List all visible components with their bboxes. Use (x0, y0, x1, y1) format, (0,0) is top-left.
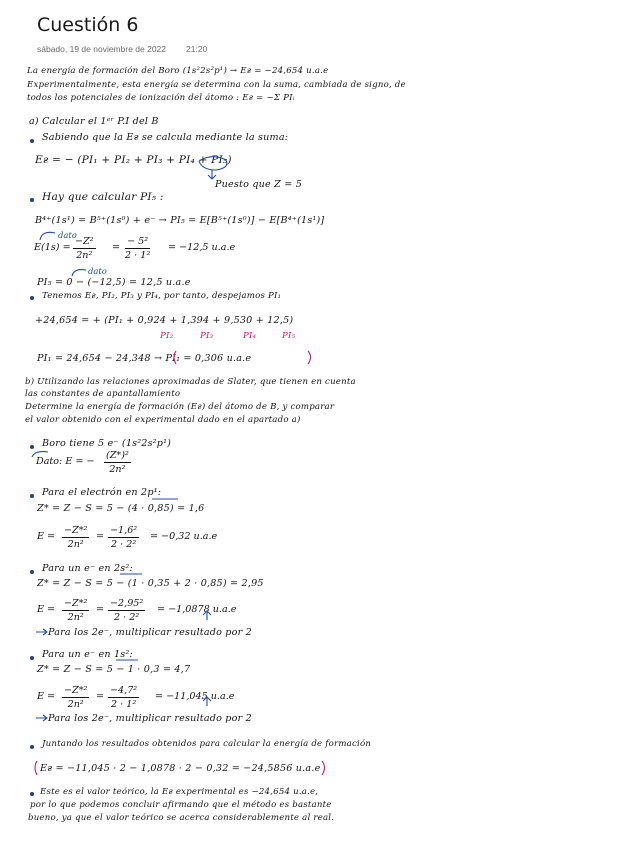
ef-bracket-mark (322, 761, 325, 775)
pi1-bracket-mark (308, 351, 311, 364)
energy-result: = −12,5 u.a.e (168, 242, 236, 253)
fraction-numerator: − 5² (127, 236, 149, 247)
pi2-label: PI₂ (160, 331, 174, 341)
part-b-heading-4: el valor obtenido con el experimental dado en el apartado a) (25, 415, 301, 425)
fraction-numerator: −Z*² (64, 525, 88, 536)
case-2p-e-lhs: E = (37, 531, 56, 542)
fraction-denominator: 2n² (67, 699, 84, 710)
equals-sign: = (96, 531, 105, 542)
pi1-result: PI₁ = 0,306 u.a.e (165, 353, 252, 364)
fraction-denominator: 2 · 2² (114, 612, 140, 623)
equals-sign: = (96, 691, 105, 702)
conclusion-line-2: por lo que podemos concluir afirmando que el método es bastante (30, 800, 332, 810)
pi5-calc: PI₅ = 0 − (−12,5) = 12,5 u.a.e (37, 277, 191, 288)
case-1s-title: Para un e⁻ en 1s²: (42, 649, 133, 660)
pi3-label: PI₃ (200, 331, 214, 341)
case-2s-e-lhs: E = (37, 604, 56, 615)
dato-brace-icon (32, 452, 48, 457)
fraction-numerator: −Z*² (64, 685, 88, 696)
part-b-heading-1: b) Utilizando las relaciones aproximadas de Slater, que tienen en cuenta (25, 377, 356, 387)
case-2p-z: Z* = Z − S = 5 − (4 · 0,85) = 1,6 (37, 503, 205, 514)
fraction-numerator: −Z*² (64, 598, 88, 609)
boro-text: Boro tiene 5 e⁻ (1s²2s²p¹) (42, 438, 172, 449)
pi1-calc-text: PI₁ = 24,654 − 24,348 → (37, 353, 166, 364)
energy-equals: = (112, 242, 121, 253)
energy-lhs: E(1s) = (34, 242, 71, 253)
down-arrow-icon (208, 170, 216, 179)
fraction-numerator: −2,95² (110, 598, 144, 609)
case-1s-result: = −11,045 u.a.e (155, 691, 235, 702)
case-2p-title: Para el electrón en 2p¹: (42, 487, 162, 498)
fraction-denominator: 2 · 1² (110, 699, 137, 710)
juntando-text: Juntando los resultados obtenidos para calcular la energía de formación (42, 739, 372, 749)
case-2s-z: Z* = Z − S = 5 − (1 · 0,35 + 2 · 0,85) = 2,95 (37, 578, 264, 589)
ef-total: Eғ = −11,045 · 2 − 1,0878 · 2 − 0,32 = −24,5856 u.a.e (40, 763, 321, 774)
pi5-label: PI₅ (282, 331, 296, 341)
equals-sign: = (96, 604, 105, 615)
up-arrow-icon (203, 611, 211, 620)
fraction-numerator: −1,6² (110, 525, 138, 536)
right-arrow-icon (36, 715, 47, 721)
dato-label: dato (88, 266, 107, 276)
pi5-circle-mark (199, 157, 227, 170)
ef-bracket-mark (35, 761, 37, 775)
sum-formula: Eғ = − (PI₁ + PI₂ + PI₃ + PI₄ + PI₅) (35, 154, 232, 166)
case-2p-result: = −0,32 u.a.e (150, 531, 218, 542)
case-2s-result: = −1,0878 u.a.e (157, 604, 237, 615)
dato-arrow-icon (72, 270, 86, 276)
part-a-heading: a) Calcular el 1ᵉʳ P.I del B (29, 116, 159, 127)
dato-arrow-icon (40, 232, 55, 240)
part-b-heading-2: las constantes de apantallamiento (25, 389, 181, 399)
up-arrow-icon (203, 697, 211, 706)
tenemos-text: Tenemos Eғ, PI₂, PI₃ y PI₄, por tanto, despejamos PI₁ (42, 291, 282, 301)
substituted-eq: +24,654 = + (PI₁ + 0,924 + 1,394 + 9,530 + 12,5) (35, 315, 294, 326)
case-1s-e-lhs: E = (37, 691, 56, 702)
hay-que-text: Hay que calcular PI₅ : (42, 191, 164, 203)
fraction-denominator: 2n² (109, 464, 126, 475)
fraction-denominator: 2n² (67, 539, 84, 550)
page-time: 21:20 (186, 44, 208, 54)
intro-line-3: todos los potenciales de ionización del átomo : Eғ = −Σ PIᵢ (27, 93, 295, 103)
z-note: Puesto que Z = 5 (215, 179, 303, 190)
dato-formula-lhs: Dato: E = − (36, 456, 95, 467)
fraction-denominator: 2n² (67, 612, 84, 623)
page-title: Cuestión 6 (37, 14, 139, 36)
reaction-eq: B⁴⁺(1s¹) = B⁵⁺(1s⁰) + e⁻ → PI₅ = E[B⁵⁺(1s⁰)] − E[B⁴⁺(1s¹)] (35, 215, 325, 226)
fraction-denominator: 2 · 2² (110, 539, 137, 550)
pi4-label: PI₄ (243, 331, 257, 341)
page-date: sábado, 19 de noviembre de 2022 (37, 44, 167, 54)
case-1s-note: Para los 2e⁻, multiplicar resultado por 2 (48, 713, 252, 724)
case-1s-z: Z* = Z − S = 5 − 1 · 0,3 = 4,7 (37, 664, 191, 675)
part-b-heading-3: Determine la energía de formación (Eғ) del átomo de B, y comparar (25, 402, 335, 412)
case-2s-note: Para los 2e⁻, multiplicar resultado por 2 (48, 627, 252, 638)
conclusion-line-1: Este es el valor teórico, la Eғ experimental es −24,654 u.a.e, (40, 787, 319, 797)
conclusion-line-3: bueno, ya que el valor teórico se acerca considerablemente al real. (28, 813, 335, 823)
pi1-bracket-mark (174, 351, 176, 364)
case-2s-title: Para un e⁻ en 2s²: (42, 563, 133, 574)
fraction-numerator: −4,7² (110, 685, 138, 696)
fraction-numerator: −Z² (75, 236, 94, 247)
fraction-denominator: 2 · 1² (125, 250, 151, 261)
dato-label: dato (58, 230, 77, 240)
sabiendo-text: Sabiendo que la Eғ se calcula mediante la suma: (42, 132, 289, 143)
fraction-numerator: (Z*)² (106, 450, 129, 461)
right-arrow-icon (36, 629, 47, 635)
intro-line-1: La energía de formación del Boro (1s²2s²p¹) → Eғ = −24,654 u.a.e (27, 66, 329, 76)
intro-line-2: Experimentalmente, esta energía se determina con la suma, cambiada de signo, de (27, 80, 406, 90)
fraction-denominator: 2n² (76, 250, 93, 261)
